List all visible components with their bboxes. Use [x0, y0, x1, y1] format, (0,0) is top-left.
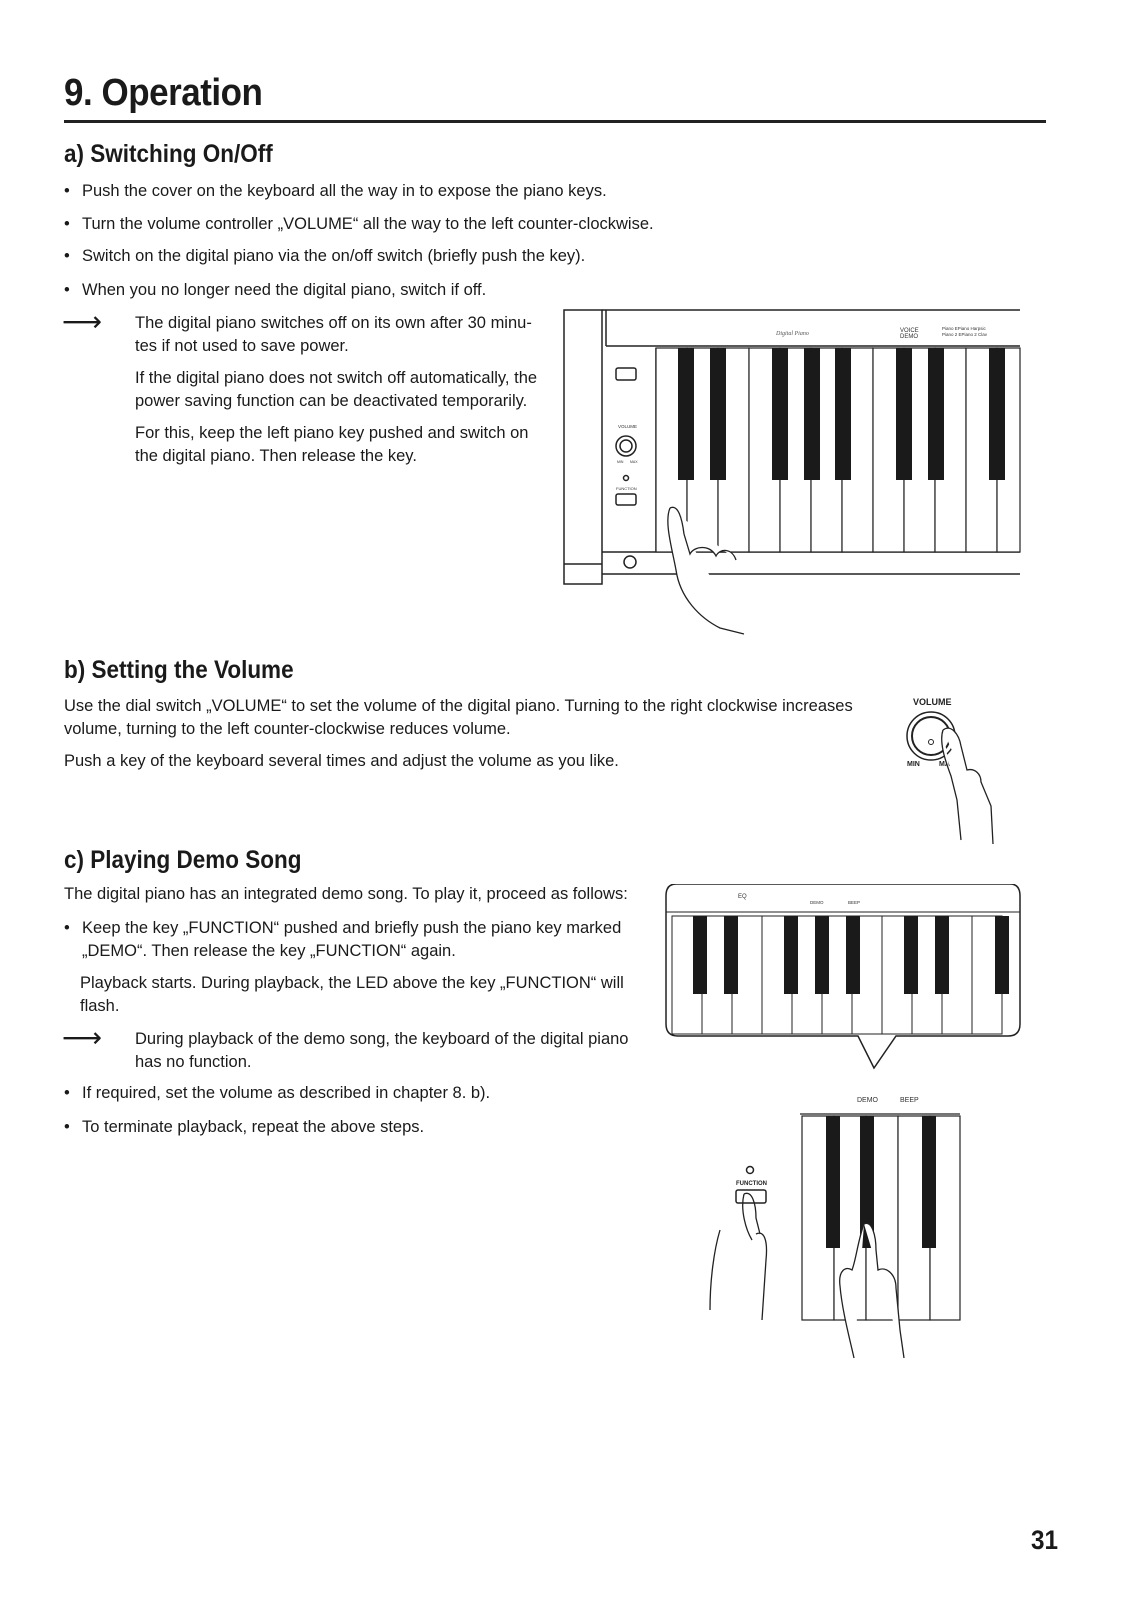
paragraph-line: flash. — [80, 997, 120, 1015]
bullet-dot: • — [64, 182, 70, 200]
paragraph-line: Playback starts. During playback, the LED above the key „FUNCTION“ will — [80, 974, 624, 992]
page-title: 9. Operation — [64, 72, 263, 114]
list-item — [64, 917, 646, 963]
figure-demo-label: DEMO — [857, 1097, 878, 1104]
paragraph — [80, 972, 646, 1018]
bullet-dot: • — [64, 919, 70, 937]
list-item-text: Push the cover on the keyboard all the way in to expose the piano keys. — [82, 182, 607, 200]
paragraph — [135, 422, 555, 468]
figure-voices-row2: Piano 2 EPiano 2 Clav — [942, 332, 988, 337]
note-line: has no function. — [135, 1053, 252, 1071]
bullet-dot: • — [64, 281, 70, 299]
list-item-text: When you no longer need the digital piano, switch if off. — [82, 281, 487, 299]
paragraph-line: the digital piano. Then release the key. — [135, 447, 417, 465]
list-item-line: Keep the key „FUNCTION“ pushed and briefly push the piano key marked — [82, 919, 622, 937]
figure-max-label: MA — [939, 761, 950, 768]
figure-min-label: MIN — [907, 761, 920, 768]
note-line: During playback of the demo song, the keyboard of the digital piano — [135, 1030, 629, 1048]
list-item-text: Turn the volume controller „VOLUME“ all the way to the left counter-clockwise. — [82, 215, 654, 233]
volume-knob-illustration — [895, 690, 1015, 855]
figure-demo-label: DEMO — [810, 900, 824, 905]
arrow-icon: ⟶ — [62, 306, 100, 337]
list-item-text: Switch on the digital piano via the on/off switch (briefly push the key). — [82, 247, 586, 265]
paragraph-line: For this, keep the left piano key pushed and switch on — [135, 424, 529, 442]
section-b-heading: b) Setting the Volume — [64, 656, 294, 684]
figure-brand-label: Digital Piano — [776, 331, 809, 337]
list-item-text: To terminate playback, repeat the above steps. — [82, 1118, 425, 1136]
figure-voice-label: VOICE — [900, 328, 919, 334]
arrow-icon: ⟶ — [62, 1022, 100, 1053]
figure-min-label: MIN — [617, 460, 624, 464]
figure-volume-label: VOLUME — [618, 424, 638, 429]
figure-beep-label: BEEP — [900, 1097, 919, 1104]
paragraph: The digital piano has an integrated demo song. To play it, proceed as follows: — [64, 885, 628, 903]
list-item-line: „DEMO“. Then release the key „FUNCTION“ again. — [82, 942, 456, 960]
paragraph-line: Use the dial switch „VOLUME“ to set the volume of the digital piano. Turning to the right clockwise increases — [64, 697, 853, 715]
section-a-heading: a) Switching On/Off — [64, 140, 273, 168]
title-rule — [64, 120, 1046, 123]
page-number: 31 — [1030, 1525, 1058, 1555]
figure-demo-label: DEMO — [900, 334, 918, 340]
figure-max-label: MAX — [630, 460, 638, 464]
section-c-heading: c) Playing Demo Song — [64, 846, 302, 874]
paragraph-line: volume, turning to the left counter-clockwise reduces volume. — [64, 720, 511, 738]
paragraph-line: power saving function can be deactivated temporarily. — [135, 392, 528, 410]
figure-beep-label: BEEP — [848, 900, 861, 905]
figure-eq-label: EQ — [738, 894, 747, 900]
keyboard-callout-illustration — [664, 884, 1022, 1074]
bullet-dot: • — [64, 1084, 70, 1102]
bullet-dot: • — [64, 215, 70, 233]
note-text — [135, 1028, 647, 1074]
figure-function-label: FUNCTION — [616, 486, 637, 491]
note-line: tes if not used to save power. — [135, 337, 349, 355]
note-line: The digital piano switches off on its own after 30 minu- — [135, 314, 532, 332]
note-text — [135, 312, 555, 358]
paragraph: Push a key of the keyboard several times and adjust the volume as you like. — [64, 752, 619, 770]
function-demo-illustration — [680, 1090, 970, 1360]
piano-power-illustration — [560, 308, 1030, 638]
list-item-text: If required, set the volume as described in chapter 8. b). — [82, 1084, 491, 1102]
paragraph — [64, 695, 884, 741]
paragraph-line: If the digital piano does not switch off automatically, the — [135, 369, 538, 387]
figure-volume-label: VOLUME — [913, 697, 952, 707]
paragraph — [135, 367, 555, 413]
figure-voices-row1: Piano EPiano Harpsic — [942, 326, 986, 331]
bullet-dot: • — [64, 1118, 70, 1136]
bullet-dot: • — [64, 247, 70, 265]
figure-function-label: FUNCTION — [736, 1181, 767, 1187]
